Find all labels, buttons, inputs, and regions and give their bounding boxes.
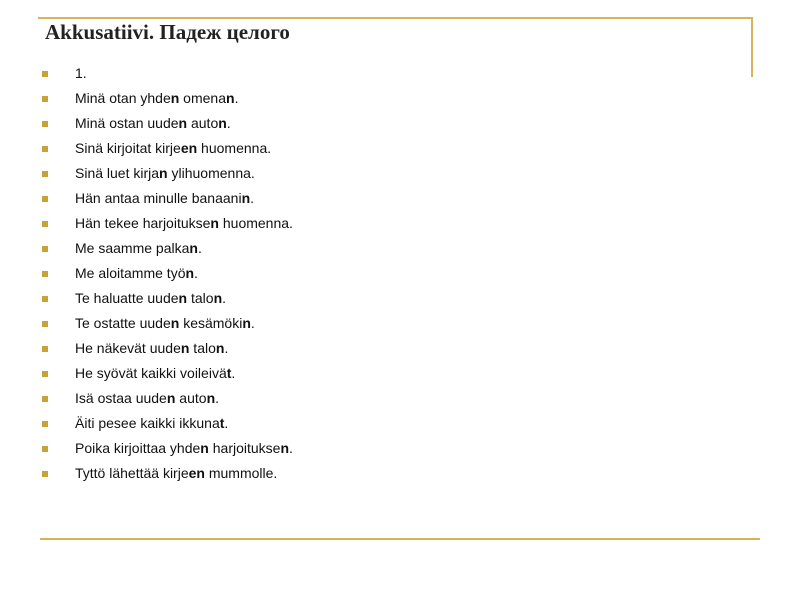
bullet-text — [75, 136, 271, 161]
bottom-horizontal-rule — [40, 538, 760, 540]
case-ending: n — [242, 315, 251, 331]
text-run: omena — [179, 90, 226, 106]
square-bullet-icon — [42, 471, 48, 477]
text-run: . — [250, 315, 255, 331]
bullet-text — [75, 286, 226, 311]
square-bullet-icon — [42, 221, 48, 227]
text-run: He näkevät uude — [75, 340, 181, 356]
case-ending: n — [178, 115, 188, 131]
top-vertical-rule — [751, 17, 753, 77]
case-ending: n — [189, 240, 198, 256]
text-run: He syövät kaikki voileivä — [75, 365, 227, 381]
square-bullet-icon — [42, 71, 48, 77]
square-bullet-icon — [42, 121, 48, 127]
text-run: Minä ostan uude — [75, 115, 179, 131]
text-run: Isä ostaa uude — [75, 390, 167, 406]
square-bullet-icon — [42, 96, 48, 102]
text-run: harjoitukse — [208, 440, 281, 456]
bullet-text — [75, 336, 228, 361]
case-ending: n — [206, 390, 216, 406]
square-bullet-icon — [42, 171, 48, 177]
slide-title: Akkusatiivi. Падеж целого — [45, 20, 290, 44]
text-run: Sinä luet kirja — [75, 165, 160, 181]
bullet-text — [75, 436, 293, 461]
text-run: . — [215, 390, 220, 406]
text-run: Poika kirjoittaa yhde — [75, 440, 201, 456]
bullet-text — [75, 211, 293, 236]
bullet-text — [75, 311, 255, 336]
text-run: Tyttö lähettää kirje — [75, 465, 189, 481]
square-bullet-icon — [42, 421, 48, 427]
square-bullet-icon — [42, 371, 48, 377]
case-ending: n — [185, 265, 195, 281]
text-run: . — [224, 340, 229, 356]
top-horizontal-rule — [38, 17, 751, 19]
bullet-text — [75, 386, 219, 411]
text-run: 1. — [75, 65, 87, 81]
text-run: . — [226, 115, 231, 131]
bullet-text — [75, 111, 231, 136]
bullet-text — [75, 161, 255, 186]
text-run: Äiti pesee kaikki ikkuna — [75, 415, 220, 431]
text-run: . — [222, 290, 227, 306]
bullet-text — [75, 411, 228, 436]
bullet-text — [75, 461, 277, 486]
text-run: kesämöki — [179, 315, 243, 331]
case-ending: n — [241, 190, 251, 206]
case-ending: n — [166, 390, 176, 406]
square-bullet-icon — [42, 296, 48, 302]
text-run: . — [194, 265, 198, 281]
case-ending: t — [219, 415, 225, 431]
case-ending: n — [280, 440, 290, 456]
bullet-text — [75, 61, 87, 86]
case-ending: en — [188, 465, 205, 481]
square-bullet-icon — [42, 321, 48, 327]
text-run: Me saamme palka — [75, 240, 190, 256]
text-run: Te ostatte uude — [75, 315, 171, 331]
square-bullet-icon — [42, 271, 48, 277]
case-ending: n — [226, 90, 235, 106]
bullet-text — [75, 236, 202, 261]
case-ending: n — [210, 215, 219, 231]
case-ending: n — [178, 290, 188, 306]
case-ending: en — [180, 140, 198, 156]
text-run: Te haluatte uude — [75, 290, 179, 306]
case-ending: n — [159, 165, 168, 181]
text-run: . — [224, 415, 229, 431]
text-run: talo — [187, 290, 214, 306]
square-bullet-icon — [42, 146, 48, 152]
case-ending: n — [213, 290, 223, 306]
case-ending: n — [200, 440, 209, 456]
text-run: Hän antaa minulle banaani — [75, 190, 242, 206]
text-run: huomenna. — [218, 215, 293, 231]
text-run: . — [234, 90, 239, 106]
case-ending: n — [218, 115, 227, 131]
text-run: . — [250, 190, 255, 206]
text-run: auto — [187, 115, 219, 131]
square-bullet-icon — [42, 246, 48, 252]
text-run: . — [289, 440, 293, 456]
text-run: . — [231, 365, 236, 381]
text-run: auto — [175, 390, 207, 406]
square-bullet-icon — [42, 396, 48, 402]
text-run: talo — [189, 340, 216, 356]
case-ending: n — [180, 340, 190, 356]
square-bullet-icon — [42, 446, 48, 452]
text-run: Me aloitamme työ — [75, 265, 186, 281]
square-bullet-icon — [42, 346, 48, 352]
bullet-text — [75, 86, 238, 111]
case-ending: n — [170, 315, 180, 331]
text-run: mummolle. — [204, 465, 278, 481]
bullet-text — [75, 186, 254, 211]
text-run: . — [197, 240, 202, 256]
bullet-text — [75, 261, 198, 286]
text-run: Minä otan yhde — [75, 90, 171, 106]
bullet-text — [75, 361, 235, 386]
case-ending: n — [215, 340, 225, 356]
square-bullet-icon — [42, 196, 48, 202]
case-ending: t — [226, 365, 232, 381]
text-run: huomenna. — [197, 140, 272, 156]
text-run: Sinä kirjoitat kirje — [75, 140, 181, 156]
text-run: Hän tekee harjoitukse — [75, 215, 211, 231]
text-run: ylihuomenna. — [167, 165, 255, 181]
case-ending: n — [170, 90, 180, 106]
